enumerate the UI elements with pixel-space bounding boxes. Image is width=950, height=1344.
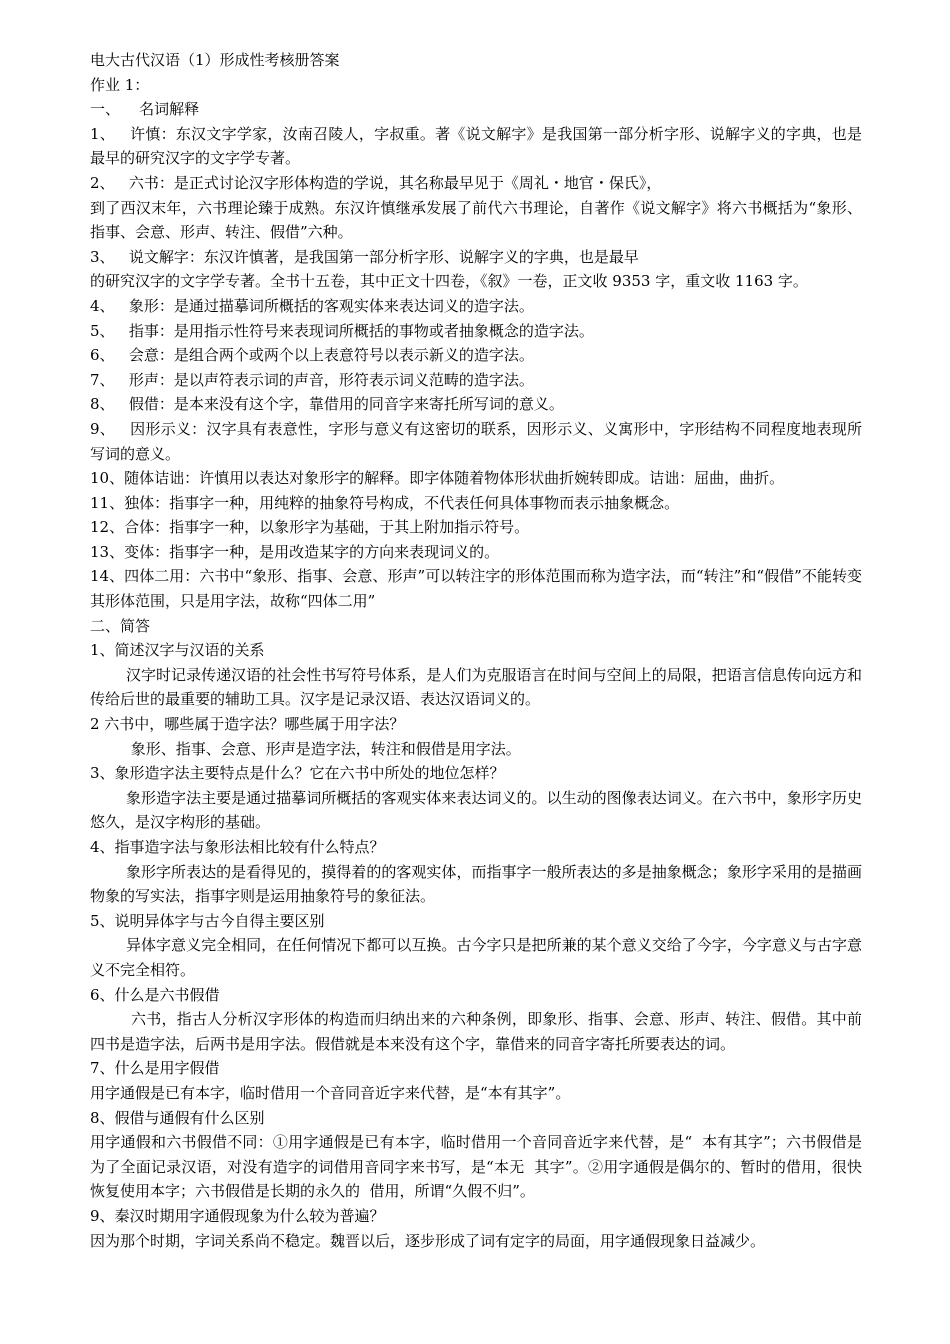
- answer: 象形造字法主要是通过描摹词所概括的客观实体来表达词义的。以生动的图像表达词义。在六书中，象形字历史悠久，是汉字构形的基础。: [90, 788, 862, 832]
- answer: 用字通假是已有本字，临时借用一个音同音近字来代替，是“本有其字”。: [90, 1083, 571, 1102]
- term-item: 6、 会意：是组合两个或两个以上表意符号以表示新义的造字法。: [90, 346, 534, 365]
- section-heading-short-answer: 二、简答: [90, 616, 151, 635]
- answer: 异体字意义完全相同，在任何情况下都可以互换。古今字只是把所兼的某个意义交给了今字，今字意义与古字意义不完全相符。: [90, 936, 862, 979]
- answer: 象形字所表达的是看得见的，摸得着的的客观实体，而指事字一般所表达的多是抽象概念；象形字采用的是描画物象的写实法，指事字则是运用抽象符号的象征法。: [90, 862, 862, 906]
- answer: 汉字时记录传递汉语的社会性书写符号体系，是人们为克服语言在时间与空间上的局限，把语言信息传向远方和传给后世的最重要的辅助工具。汉字是记录汉语、表达汉语词义的。: [90, 665, 862, 709]
- section-heading-terms: 一、 名词解释: [90, 100, 200, 119]
- term-item: 8、 假借：是本来没有这个字，靠借用的同音字来寄托所写词的意义。: [90, 395, 564, 414]
- document-title: 电大古代汉语（1）形成性考核册答案: [90, 51, 340, 69]
- question: 3、象形造字法主要特点是什么？它在六书中所处的地位怎样？: [90, 764, 505, 783]
- question: 7、什么是用字假借: [90, 1059, 220, 1078]
- answer: 因为那个时期，字词关系尚不稳定。魏晋以后，逐步形成了词有定字的局面，用字通假现象日益减少。: [90, 1231, 766, 1250]
- term-item: 2、 六书：是正式讨论汉字形体构造的学说，其名称最早见于《周礼・地官・保氏》，: [90, 173, 662, 192]
- question: 4、指事造字法与象形法相比较有什么特点？: [90, 838, 385, 856]
- question: 9、秦汉时期用字通假现象为什么较为普遍？: [90, 1206, 385, 1225]
- question: 6、什么是六书假借: [90, 985, 220, 1004]
- term-item: 12、合体：指事字一种，以象形字为基础，于其上附加指示符号。: [90, 518, 530, 537]
- term-item: 5、 指事：是用指示性符号来表现词所概括的事物或者抽象概念的造字法。: [90, 321, 594, 340]
- term-item: 14、四体二用：六书中“象形、指事、会意、形声”可以转注字的形体范围而称为造字法，而“转注”和“假借”不能转变其形体范围，只是用字法，故称“四体二用”: [90, 567, 862, 611]
- term-item: 到了西汉末年，六书理论臻于成熟。东汉许慎继承发展了前代六书理论，自著作《说文解字》将六书概括为“象形、指事、会意、形声、转注、假借”六种。: [90, 198, 862, 242]
- question: 8、假借与通假有什么区别: [90, 1108, 265, 1127]
- term-item: 9、 因形示义：汉字具有表意性，字形与意义有这密切的联系，因形示义、义寓形中，字形结构不同程度地表现所写词的意义。: [90, 419, 862, 463]
- term-item: 11、独体：指事字一种，用纯粹的抽象符号构成，不代表任何具体事物而表示抽象概念。: [90, 493, 680, 512]
- term-item: 的研究汉字的文字学专著。全书十五卷，其中正文十四卷，《叙》一卷，正文收 9353 字，重文收 1163 字。: [90, 272, 808, 291]
- term-item: 1、 许慎：东汉文字学家，汝南召陵人，字叔重。著《说文解字》是我国第一部分析字形、说解字义的字典，也是最早的研究汉字的文字学专著。: [90, 124, 862, 168]
- term-item: 13、变体：指事字一种，是用改造某字的方向来表现词义的。: [90, 542, 500, 561]
- term-item: 7、 形声：是以声符表示词的声音，形符表示词义范畴的造字法。: [90, 370, 534, 389]
- question: 5、说明异体字与古今自得主要区别: [90, 911, 325, 930]
- term-item: 3、 说文解字：东汉许慎著，是我国第一部分析字形、说解字义的字典，也是最早: [90, 247, 639, 266]
- assignment-label: 作业 1：: [90, 75, 150, 94]
- answer: 六书，指古人分析汉字形体的构造而归纳出来的六种条例，即象形、指事、会意、形声、转注、假借。其中前四书是造字法，后两书是用字法。假借就是本来没有这个字，靠借来的同音字寄托所要表达的词。: [90, 1010, 862, 1053]
- term-item: 4、 象形：是通过描摹词所概括的客观实体来表达词义的造字法。: [90, 296, 534, 315]
- answer: 用字通假和六书假借不同：①用字通假是已有本字，临时借用一个音同音近字来代替，是“ 本有其字”；六书假借是为了全面记录汉语，对没有造字的词借用音同字来书写，是“本无 其字”。②用字通假是偶尔的、暂时的借用，很快恢复使用本字；六书假借是长期的永久的 借用，所谓“久假不归”。: [90, 1133, 862, 1201]
- document-body: [90, 48, 862, 1253]
- term-item: 10、随体诘诎：许慎用以表达对象形字的解释。即字体随着物体形状曲折婉转即成。诘诎：屈曲，曲折。: [90, 469, 785, 488]
- question: 1、简述汉字与汉语的关系: [90, 641, 265, 660]
- question: 2 六书中，哪些属于造字法？哪些属于用字法？: [90, 715, 405, 734]
- answer: 象形、指事、会意、形声是造字法，转注和假借是用字法。: [126, 739, 521, 758]
